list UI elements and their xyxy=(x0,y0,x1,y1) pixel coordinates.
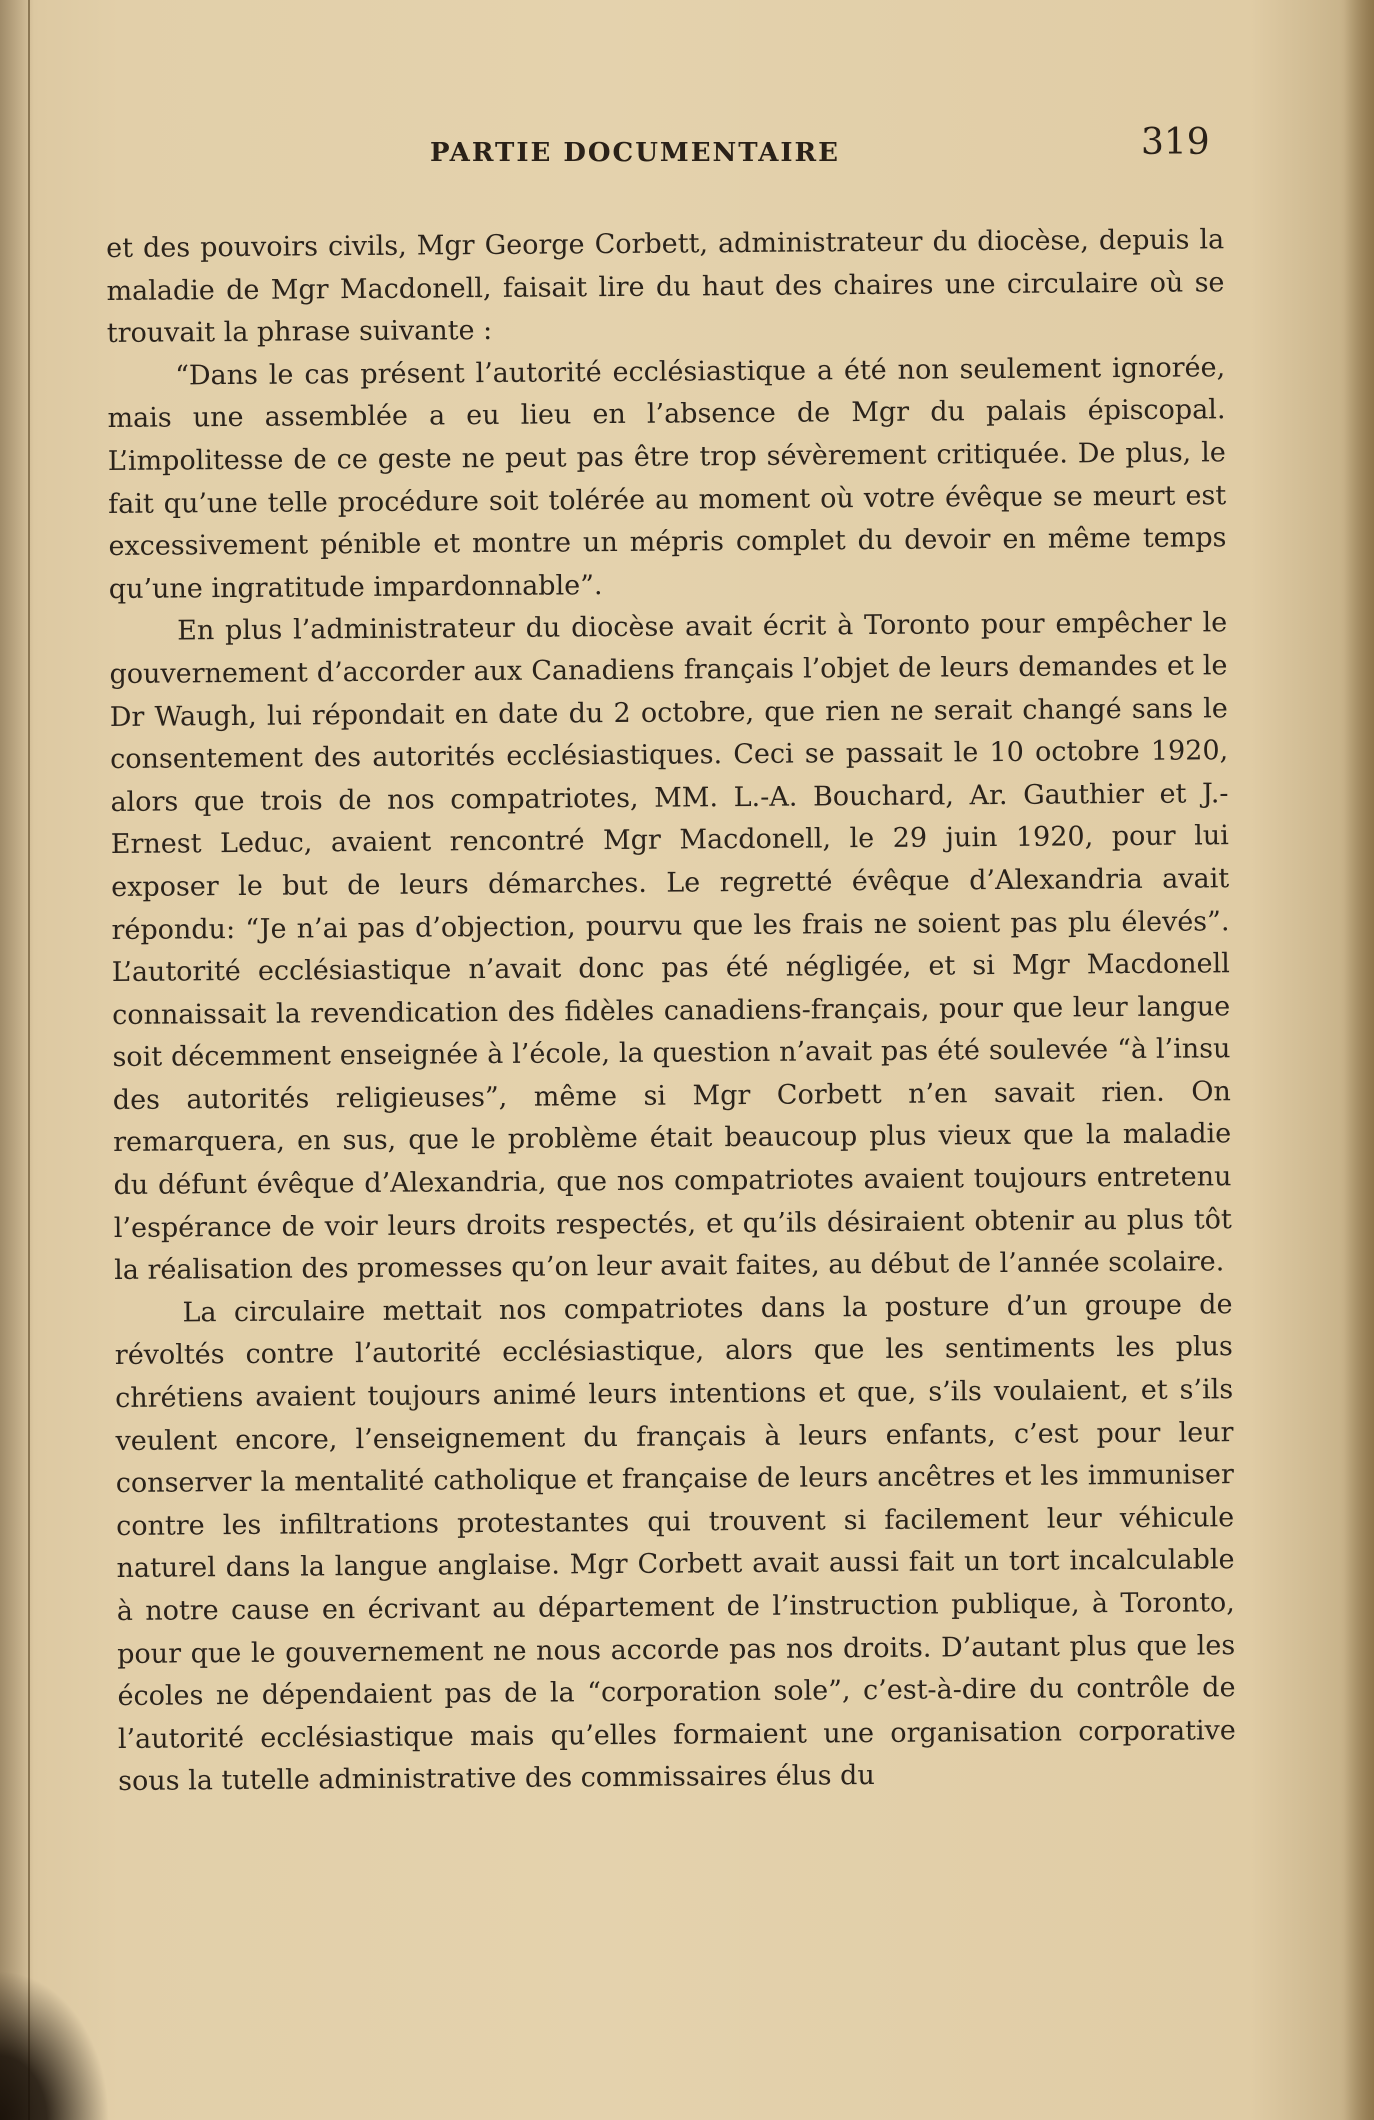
paragraph-1: et des pouvoirs civils, Mgr George Corbett, administrateur du diocèse, depuis la maladie de Mgr Macdonell, faisait lire du haut des chaires une circulaire où se trouvait la phrase suivante : xyxy=(106,224,1225,350)
body-text xyxy=(106,219,1236,1804)
page-number: 319 xyxy=(1141,122,1210,163)
paragraph-4: La circulaire mettait nos compatriotes dans la posture d’un groupe de révoltés contre l’autorité ecclésiastique, alors que les sentiments les plus chrétiens avaient toujours animé leurs intentions et que, s’ils voulaient, et s’ils veulent encore, l’enseignement du français à leurs enfants, c’est pour leur conserver la mentalité catholique et française de leurs ancêtres et les immuniser contre les infiltrations protestantes qui trouvent si facilement leur véhicule naturel dans la langue anglaise. Mgr Corbett avait aussi fait un tort incalculable à notre cause en écrivant au département de l’instruction publique, à Toronto, pour que le gouvernement ne nous accorde pas nos droits. D’autant plus que les écoles ne dépendaient pas de la “corporation sole”, c’est-à-dire du contrôle de l’autorité ecclésiastique mais qu’elles formaient une organisation corporative sous la tutelle administrative des commissaires élus du xyxy=(114,1289,1236,1798)
running-head: PARTIE DOCUMENTAIRE xyxy=(430,138,840,168)
paragraph-3: En plus l’administrateur du diocèse avait écrit à Toronto pour empêcher le gouvernement d’accorder aux Canadiens français l’objet de leurs demandes et le Dr Waugh, lui répondait en date du 2 octobre, que rien ne serait changé sans le consentement des autorités ecclésiastiques. Ceci se passait le 10 octobre 1920, alors que trois de nos compatriotes, MM. L.-A. Bouchard, Ar. Gauthier et J.-Ernest Leduc, avaient rencontré Mgr Macdonell, le 29 juin 1920, pour lui exposer le but de leurs démarches. Le regretté évêque d’Alexandria avait répondu: “Je n’ai pas d’objection, pourvu que les frais ne soient pas plu élevés”. L’autorité ecclésiastique n’avait donc pas été négligée, et si Mgr Macdonell connaissait la revendication des fidèles canadiens-français, pour que leur langue soit décemment enseignée à l’école, la question n’avait pas été soulevée “à l’insu des autorités religieuses”, même si Mgr Corbett n’en savait rien. On remarquera, en sus, que le problème était beaucoup plus vieux que la maladie du défunt évêque d’Alexandria, que nos compatriotes avaient toujours entretenu l’espérance de voir leurs droits respectés, et qu’ils désiraient obtenir au plus tôt la réalisation des promesses qu’on leur avait faites, au début de l’année scolaire. xyxy=(109,607,1232,1287)
page-edge xyxy=(1344,0,1374,2120)
binding-line xyxy=(28,0,30,2120)
paragraph-2: “Dans le cas présent l’autorité ecclésiastique a été non seulement ignorée, mais une assemblée a eu lieu en l’absence de Mgr du palais épiscopal. L’impolitesse de ce geste ne peut pas être trop sévèrement critiquée. De plus, le fait qu’une telle procédure soit tolérée au moment où votre évêque se meurt est excessivement pénible et montre un mépris complet du devoir en même temps qu’une ingratitude impardonnable”. xyxy=(107,351,1227,605)
corner-shadow xyxy=(0,1970,110,2120)
